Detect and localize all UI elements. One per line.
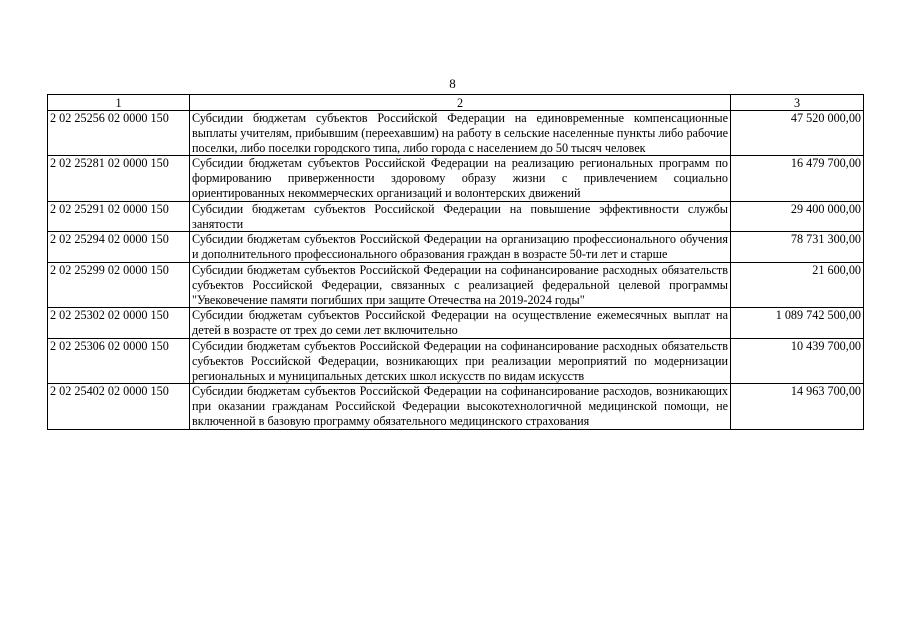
row-amount: 78 731 300,00 — [731, 232, 864, 263]
row-name: Субсидии бюджетам субъектов Российской Федерации на повышение эффективности службы занятости — [190, 201, 731, 232]
column-header-code: 1 — [48, 95, 190, 111]
row-amount: 1 089 742 500,00 — [731, 308, 864, 339]
table-row — [48, 111, 864, 156]
table-row — [48, 384, 864, 429]
row-name: Субсидии бюджетам субъектов Российской Федерации на софинансирование расходных обязательств субъектов Российской Федерации, возникающих при реализации мероприятий по модернизации региональных и муниципальных детских школ искусств по видам искусств — [190, 338, 731, 383]
table-row — [48, 232, 864, 263]
table-header-row — [48, 95, 864, 111]
table-row — [48, 308, 864, 339]
column-header-name: 2 — [190, 95, 731, 111]
row-amount: 16 479 700,00 — [731, 156, 864, 201]
row-code: 2 02 25402 02 0000 150 — [48, 384, 190, 429]
row-code: 2 02 25256 02 0000 150 — [48, 111, 190, 156]
page-number: 8 — [449, 76, 456, 91]
row-name: Субсидии бюджетам субъектов Российской Федерации на софинансирование расходных обязательств субъектов Российской Федерации, связанных с реализацией федеральной целевой программы "Увековечение памяти погибших при защите Отечества на 2019-2024 годы" — [190, 262, 731, 307]
row-code: 2 02 25281 02 0000 150 — [48, 156, 190, 201]
row-name: Субсидии бюджетам субъектов Российской Федерации на единовременные компенсационные выплаты учителям, прибывшим (переехавшим) на работу в сельские населенные пункты либо рабочие поселки, либо поселки городского типа, либо города с населением до 50 тысяч человек — [190, 111, 731, 156]
row-code: 2 02 25302 02 0000 150 — [48, 308, 190, 339]
column-header-amount: 3 — [731, 95, 864, 111]
table-row — [48, 338, 864, 383]
row-amount: 47 520 000,00 — [731, 111, 864, 156]
row-code: 2 02 25291 02 0000 150 — [48, 201, 190, 232]
row-code: 2 02 25299 02 0000 150 — [48, 262, 190, 307]
row-name: Субсидии бюджетам субъектов Российской Федерации на реализацию региональных программ по формированию приверженности здоровому образу жизни с привлечением социально ориентированных некоммерческих организаций и волонтерских движений — [190, 156, 731, 201]
row-amount: 10 439 700,00 — [731, 338, 864, 383]
budget-table — [47, 94, 864, 430]
table-row — [48, 262, 864, 307]
row-code: 2 02 25294 02 0000 150 — [48, 232, 190, 263]
row-name: Субсидии бюджетам субъектов Российской Федерации на организацию профессионального обучения и дополнительного профессионального образования граждан в возрасте 50-ти лет и старше — [190, 232, 731, 263]
row-name: Субсидии бюджетам субъектов Российской Федерации на осуществление ежемесячных выплат на детей в возрасте от трех до семи лет включительно — [190, 308, 731, 339]
row-code: 2 02 25306 02 0000 150 — [48, 338, 190, 383]
row-amount: 14 963 700,00 — [731, 384, 864, 429]
row-name: Субсидии бюджетам субъектов Российской Федерации на софинансирование расходов, возникающих при оказании гражданам Российской Федерации высокотехнологичной медицинской помощи, не включенной в базовую программу обязательного медицинского страхования — [190, 384, 731, 429]
row-amount: 29 400 000,00 — [731, 201, 864, 232]
row-amount: 21 600,00 — [731, 262, 864, 307]
table-row — [48, 156, 864, 201]
table-row — [48, 201, 864, 232]
